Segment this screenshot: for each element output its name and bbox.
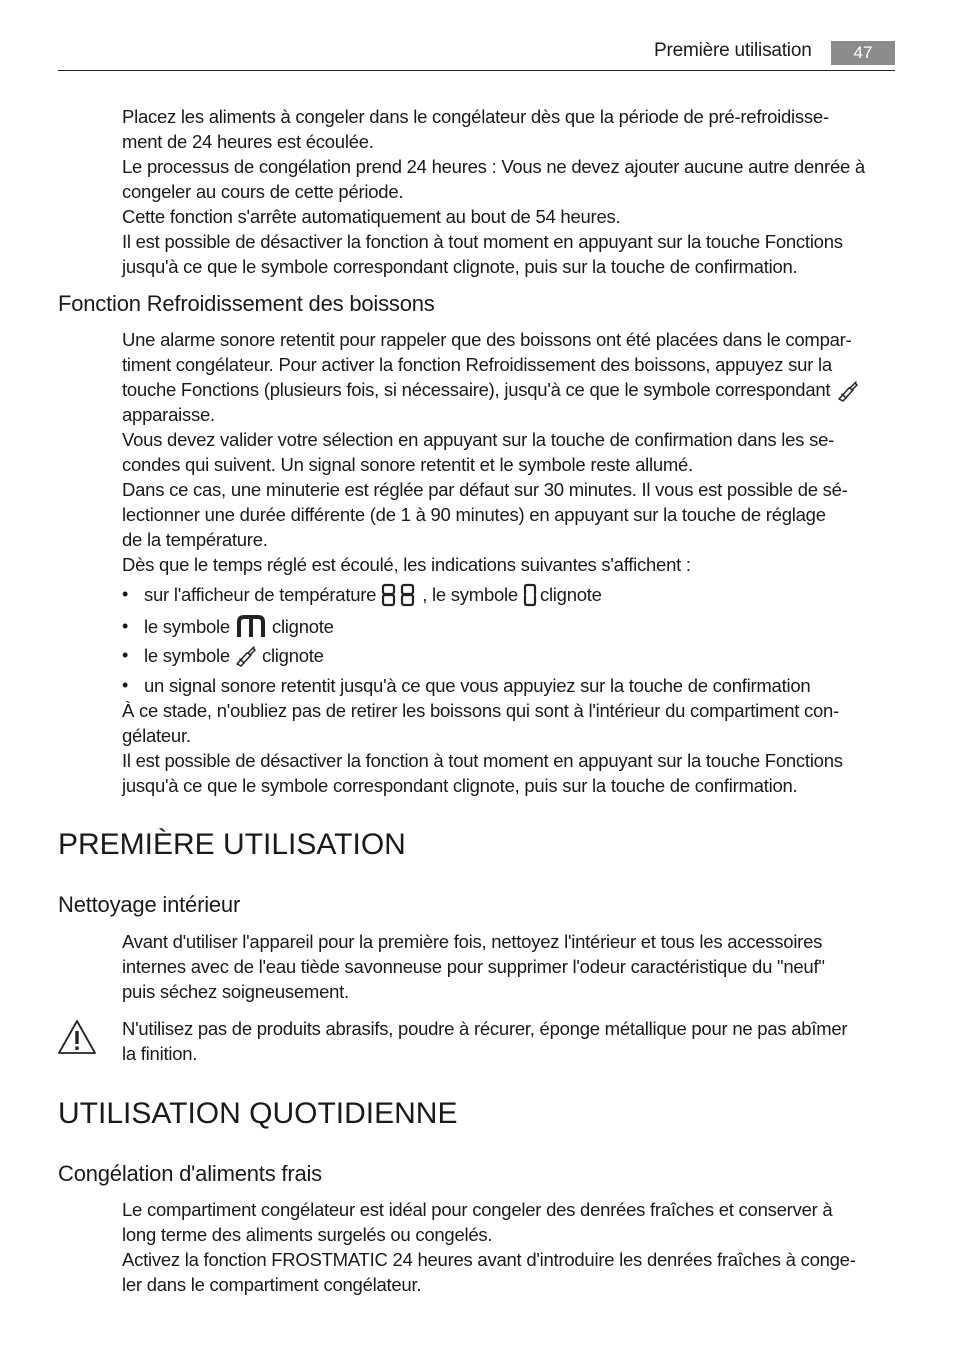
text-line: congeler au cours de cette période.	[122, 181, 404, 202]
freezing-heading: Congélation d'aliments frais	[58, 1161, 322, 1186]
cleaning-heading: Nettoyage intérieur	[58, 892, 241, 917]
text-line: Il est possible de désactiver la fonction à tout moment en appuyant sur la touche Fonctions	[122, 750, 843, 771]
text-line: Il est possible de désactiver la fonction à tout moment en appuyant sur la touche Fonctions	[122, 231, 843, 252]
bottle-icon	[234, 645, 258, 667]
text-line: jusqu'à ce que le symbole correspondant clignote, puis sur la touche de confirmation.	[122, 775, 798, 796]
text-line: Dans ce cas, une minuterie est réglée par défaut sur 30 minutes. Il vous est possible de sé-	[122, 479, 848, 501]
bullet-dot: •	[122, 645, 129, 665]
section-title-daily-use: UTILISATION QUOTIDIENNE	[58, 1097, 458, 1130]
text-line: jusqu'à ce que le symbole correspondant clignote, puis sur la touche de confirmation.	[122, 256, 798, 277]
page-number: 47	[831, 41, 895, 65]
m-mode-icon	[234, 613, 268, 639]
text-line: Placez les aliments à congeler dans le congélateur dès que la période de pré-refroidisse-	[122, 106, 829, 127]
text-line: timent congélateur. Pour activer la fonction Refroidissement des boissons, appuyez sur la	[122, 354, 832, 375]
digit-88-icon	[380, 583, 418, 607]
text-line: À ce stade, n'oubliez pas de retirer les boissons qui sont à l'intérieur du compartiment con-	[122, 700, 840, 721]
bullet-dot: •	[122, 615, 129, 636]
bullet-text: le symbole	[144, 645, 230, 666]
text-line: internes avec de l'eau tiède savonneuse pour supprimer l'odeur caractéristique du "neuf"	[122, 956, 825, 977]
bottle-icon	[836, 380, 860, 402]
text-line: lectionner une durée différente (de 1 à 90 minutes) en appuyant sur la touche de réglage	[122, 504, 826, 526]
bullet-item	[122, 582, 602, 607]
intro-paragraph	[122, 104, 897, 279]
freezing-paragraph	[122, 1197, 897, 1297]
text-line: Cette fonction s'arrête automatiquement au bout de 54 heures.	[122, 206, 621, 227]
warning-triangle-icon	[57, 1019, 97, 1055]
bullet-text: clignote	[271, 615, 334, 637]
text-line: Le compartiment congélateur est idéal pour congeler des denrées fraîches et conserver à	[122, 1199, 833, 1220]
text-line: Dès que le temps réglé est écoulé, les indications suivantes s'affichent :	[122, 554, 691, 576]
text-line: long terme des aliments surgelés ou congelés.	[122, 1224, 493, 1245]
text-line: touche Fonctions (plusieurs fois, si nécessaire), jusqu'à ce que le symbole correspondant	[122, 379, 831, 400]
warning-paragraph	[122, 1016, 897, 1066]
text-line: N'utilisez pas de produits abrasifs, poudre à récurer, éponge métallique pour ne pas abîmer	[122, 1018, 848, 1039]
text-line: Avant d'utiliser l'appareil pour la première fois, nettoyez l'intérieur et tous les accessoires	[122, 931, 823, 952]
text-line: la finition.	[122, 1043, 198, 1064]
text-line: Vous devez valider votre sélection en appuyant sur la touche de confirmation dans les se-	[122, 429, 835, 451]
running-header: Première utilisation	[654, 40, 812, 61]
text-line-with-icon	[122, 377, 897, 402]
bullet-text: , le symbole	[422, 584, 518, 605]
bullet-text: sur l'afficheur de température	[144, 584, 377, 605]
text-line: ment de 24 heures est écoulée.	[122, 131, 374, 152]
bullet-dot: •	[122, 675, 129, 695]
drinks-paragraph-2	[122, 698, 897, 798]
bullet-text: clignote	[539, 584, 602, 605]
bullet-text: clignote	[261, 645, 324, 666]
text-line: de la température.	[122, 529, 268, 551]
text-line: puis séchez soigneusement.	[122, 981, 349, 1002]
single-digit-icon	[522, 583, 538, 607]
text-line: gélateur.	[122, 725, 191, 746]
section-title-first-use: PREMIÈRE UTILISATION	[58, 828, 406, 861]
bullet-dot: •	[122, 584, 129, 604]
bullet-text: le symbole	[144, 615, 230, 637]
cleaning-paragraph	[122, 929, 897, 1004]
text-line: Une alarme sonore retentit pour rappeler que des boissons ont été placées dans le compar-	[122, 329, 852, 350]
text-line: ler dans le compartiment congélateur.	[122, 1274, 422, 1295]
bullet-item	[122, 673, 810, 698]
text-line: condes qui suivent. Un signal sonore retentit et le symbole reste allumé.	[122, 454, 693, 476]
text-line: Le processus de congélation prend 24 heures : Vous ne devez ajouter aucune autre denrée à	[122, 156, 865, 177]
text-line: apparaisse.	[122, 404, 215, 426]
drinks-heading: Fonction Refroidissement des boissons	[58, 291, 435, 316]
drinks-paragraph	[122, 327, 897, 577]
bullet-item	[122, 613, 334, 639]
bullet-item	[122, 643, 324, 668]
text-line: Activez la fonction FROSTMATIC 24 heures avant d'introduire les denrées fraîches à conge-	[122, 1249, 856, 1270]
header-rule	[58, 70, 895, 71]
bullet-text: un signal sonore retentit jusqu'à ce que vous appuyiez sur la touche de confirmation	[144, 675, 811, 696]
